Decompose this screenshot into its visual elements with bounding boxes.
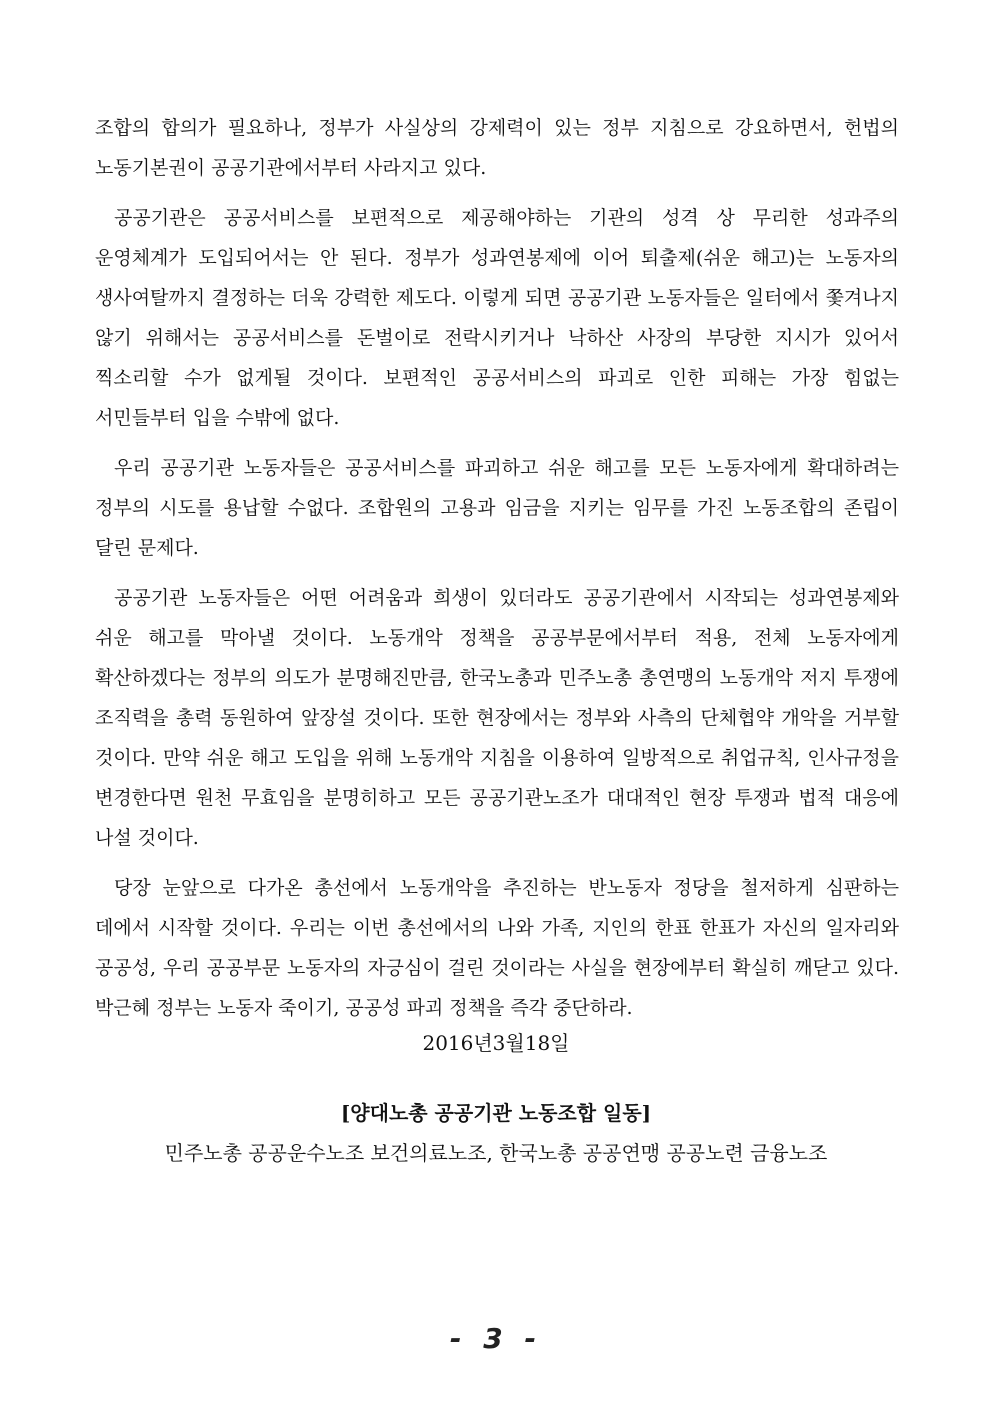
statement-date: 2016년3월18일 <box>422 1031 570 1055</box>
paragraph-performance-system: 공공기관은 공공서비스를 보편적으로 제공해야하는 기관의 성격 상 무리한 성과주의 운영체계가 도입되어서는 안 된다. 정부가 성과연봉제에 이어 퇴출제(쉬운 해고)는 노동자의 생사여탈까지 결정하는 더욱 강력한 제도다. 이렇게 되면 공공기관 노동자들은 일터에서 쫓겨나지 않기 위해서는 공공서비스를 돈벌이로 전락시키거나 낙하산 사장의 부당한 지시가 있어서 찍소리할 수가 없게될 것이다. 보편적인 공공서비스의 파괴로 인한 피해는 가장 힘없는 서민들부터 입을 수밖에 없다. <box>95 207 899 429</box>
page-number: - 3 - <box>449 1322 543 1355</box>
signature-title: [양대노총 공공기관 노동조합 일동] <box>340 1101 652 1125</box>
paragraph-union-stance: 우리 공공기관 노동자들은 공공서비스를 파괴하고 쉬운 해고를 모든 노동자에게 확대하려는 정부의 시도를 용납할 수없다. 조합원의 고용과 임금을 지키는 임무를 가진 노동조합의 존립이 달린 문제다. <box>95 457 899 559</box>
signature-members: 민주노총 공공운수노조 보건의료노조, 한국노총 공공연맹 공공노련 금융노조 <box>164 1141 828 1165</box>
paragraph-struggle-plan: 공공기관 노동자들은 어떤 어려움과 희생이 있더라도 공공기관에서 시작되는 성과연봉제와 쉬운 해고를 막아낼 것이다. 노동개악 정책을 공공부문에서부터 적용, 전체 노동자에게 확산하겠다는 정부의 의도가 분명해진만큼, 한국노총과 민주노총 총연맹의 노동개악 저지 투쟁에 조직력을 총력 동원하여 앞장설 것이다. 또한 현장에서는 정부와 사측의 단체협약 개악을 거부할 것이다. 만약 쉬운 해고 도입을 위해 노동개악 지침을 이용하여 일방적으로 취업규칙, 인사규정을 변경한다면 원천 무효임을 분명히하고 모든 공공기관노조가 대대적인 현장 투쟁과 법적 대응에 나설 것이다. <box>95 587 899 849</box>
paragraph-election-call: 당장 눈앞으로 다가온 총선에서 노동개악을 추진하는 반노동자 정당을 철저하게 심판하는 데에서 시작할 것이다. 우리는 이번 총선에서의 나와 가족, 지인의 한표 한표가 자신의 일자리와 공공성, 우리 공공부문 노동자의 자긍심이 걸린 것이라는 사실을 현장에부터 확실히 깨닫고 있다. 박근혜 정부는 노동자 죽이기, 공공성 파괴 정책을 즉각 중단하라. <box>95 877 899 1019</box>
statement-body <box>95 108 899 1038</box>
paragraph-continuation: 조합의 합의가 필요하나, 정부가 사실상의 강제력이 있는 정부 지침으로 강요하면서, 헌법의 노동기본권이 공공기관에서부터 사라지고 있다. <box>95 117 899 179</box>
